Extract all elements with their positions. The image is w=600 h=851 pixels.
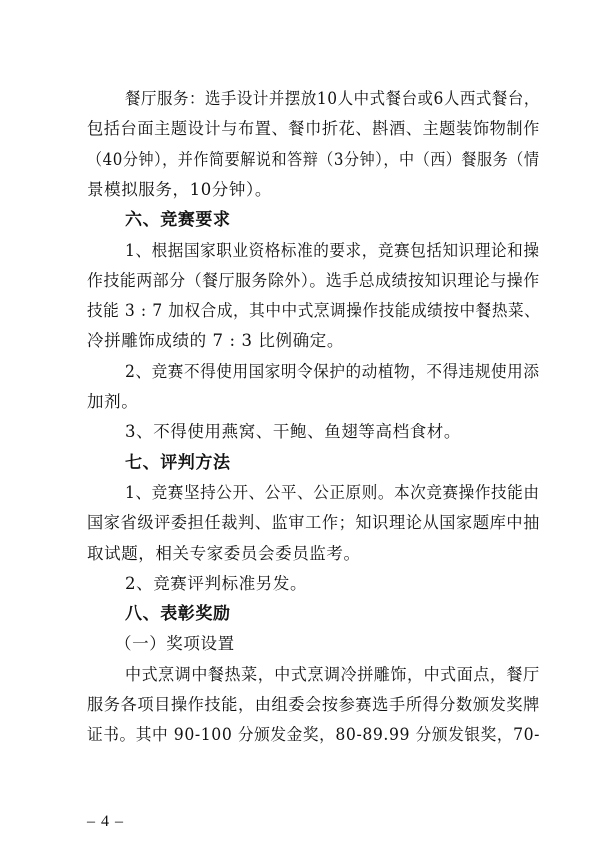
paragraph-line: 加剂。 [87,392,139,411]
section-heading-7: 七、评判方法 [125,452,231,473]
paragraph-line: 证书。其中 90-100 分颁发金奖，80-89.99 分颁发银奖，70- [87,725,541,745]
paragraph-line: 中式烹调中餐热菜，中式烹调冷拼雕饰，中式面点，餐厅 [125,664,540,684]
subsection-heading: （一）奖项设置 [115,634,235,654]
paragraph-line: （40分钟），并作简要解说和答辩（3分钟），中（西）餐服务（情 [87,149,540,169]
paragraph-line: 3、不得使用燕窝、干鲍、鱼翅等高档食材。 [125,422,461,442]
paragraph-line: 2、竞赛评判标准另发。 [125,573,308,593]
paragraph-line: 1、根据国家职业资格标准的要求，竞赛包括知识理论和操 [125,240,540,260]
paragraph-line: 包括台面主题设计与布置、餐巾折花、斟酒、主题装饰物制作 [87,119,540,139]
paragraph-line: 取试题，相关专家委员会委员监考。 [87,543,361,563]
paragraph-line: 1、竞赛坚持公开、公平、公正原则。本次竞赛操作技能由 [125,482,540,502]
section-heading-8: 八、表彰奖励 [125,604,231,625]
paragraph-line: 冷拼雕饰成绩的 7 : 3 比例确定。 [87,331,344,351]
paragraph-line: 国家省级评委担任裁判、监审工作；知识理论从国家题库中抽 [87,513,540,533]
paragraph-line: 餐厅服务：选手设计并摆放10人中式餐台或6人西式餐台， [125,89,540,108]
page-number: – 4 – [87,813,124,830]
paragraph-line: 技能 3 : 7 加权合成，其中中式烹调操作技能成绩按中餐热菜、 [87,301,541,321]
paragraph-line: 2、竞赛不得使用国家明令保护的动植物，不得违规使用添 [125,361,540,381]
paragraph-line: 景模拟服务，10分钟）。 [87,179,272,199]
paragraph-line: 服务各项目操作技能，由组委会按参赛选手所得分数颁发奖牌 [87,695,540,714]
section-heading-6: 六、竞赛要求 [125,210,231,231]
paragraph-line: 作技能两部分（餐厅服务除外）。选手总成绩按知识理论与操作 [87,270,540,290]
